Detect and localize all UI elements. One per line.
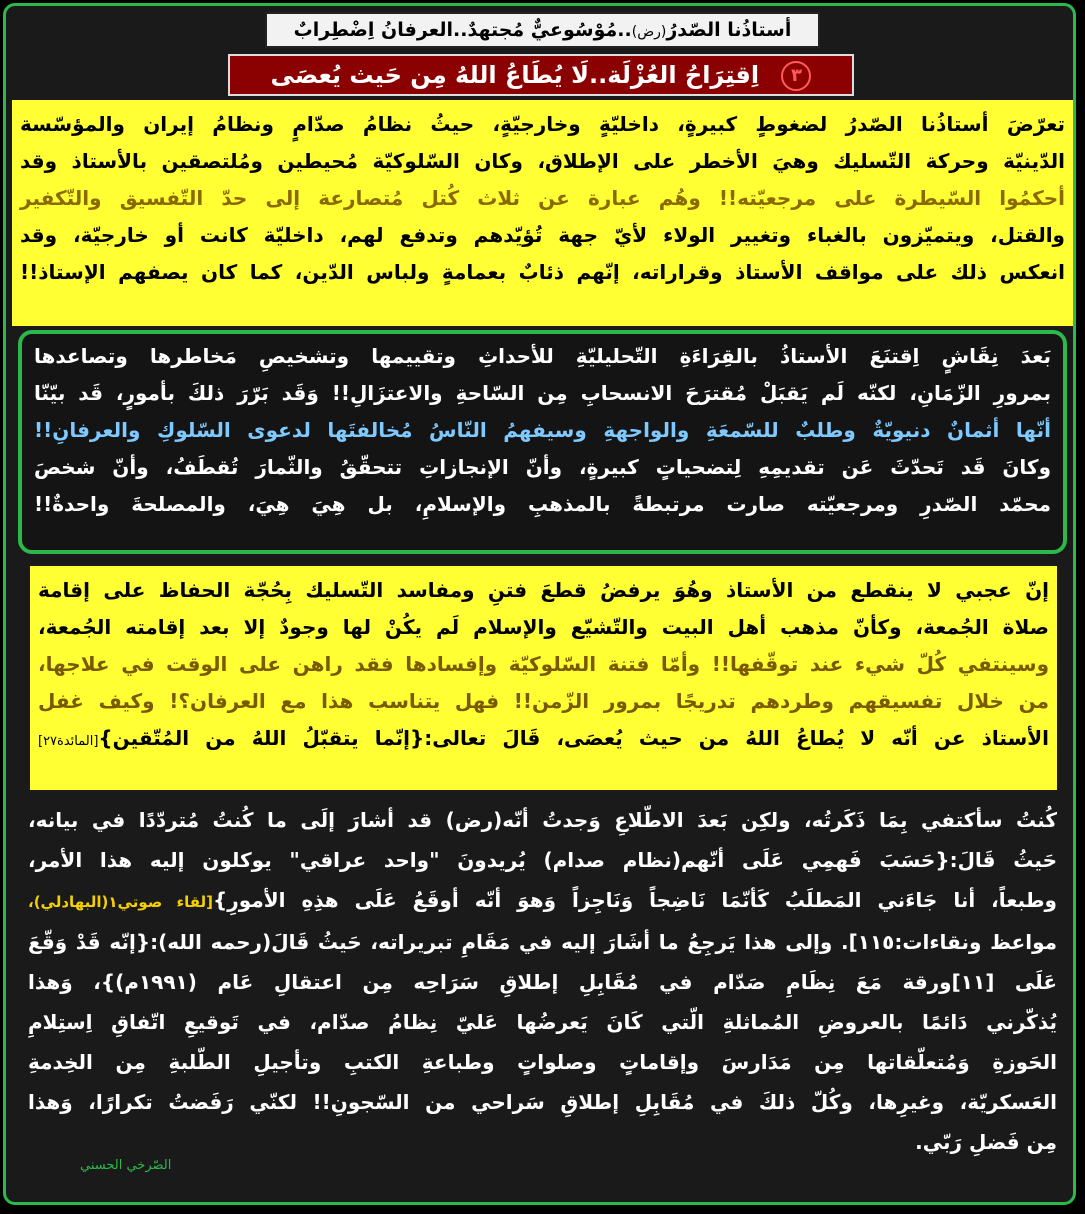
- paragraph-line: بَعدَ نِقَاشٍ اِقتنَعَ الأستاذُ بالقِرَاءَةِ التّحليليّةِ للأحداثِ وتقييمها وتشخيصِ مَخاطرها وتصاعدها: [34, 344, 1051, 368]
- paragraph-line: الدّينيّة وحركة التّسليك وهيَ الأخطر على الإطلاق، وكان السّلوكيّة مُحيطين ومُلتصقين بالأستاذ وقد: [20, 149, 1065, 173]
- paragraph-line: أنّها أثمانٌ دنيويّةٌ وطلبٌ للسّمعَةِ والواجهةِ وسيفهمُ النّاسُ مُخالفتَها لدعوى السّلوكِ والعرفانِ!!: [34, 418, 1051, 442]
- paragraph-line: والقتل، ويتميّزون بالغباء وتغيير الولاء لأيّ جهة تُؤيّدهم وتدفع لهم، داخليّة كانت أو خارجيّة، وقد: [20, 223, 1065, 247]
- paragraph-line: حَيثُ قَالَ:{حَسَبَ فَهمِي عَلَى أنّهم(نظام صدام) يُريدونَ "واحد عراقي" يوكلون إليه هذا الأمر،: [28, 848, 1057, 872]
- header-ref: (رض): [631, 24, 667, 40]
- paragraph-line: مواعظ ونقاءات:١١٥]. وإلى هذا يَرجِعُ ما أشَارَ إليه في مَقَامِ تبريراته، حَيثُ قَالَ(رحمه الله):{إنّه قَدْ وَقّعَ: [28, 930, 1057, 954]
- paragraph-line: انعكس ذلك على مواقف الأستاذ وقراراته، إنّهم ذئابٌ بعمامةٍ ولباس الدّين، كما كان يصفهم الإستاذ!!: [20, 260, 1065, 284]
- header-text-before: أستاذُنا الصّدرُ: [666, 19, 792, 41]
- paragraph-line: من خلال تفسيقهم وطردهم تدريجًا بمرور الزّمن!! فهل يتناسب هذا مع العرفان؟! وكيف غفل: [38, 689, 1049, 713]
- paragraph-line: وسينتفي كُلّ شيء عند توقّفها!! وأمّا فتنة السّلوكيّة وإفسادها فقد راهن على الوقت في علاجها،: [38, 652, 1049, 676]
- paragraph-line: عَلَى [١١]ورقة مَعَ نِظَامِ صَدّام في مُقَابِلِ إطلاقِ سَرَاحِه مِن اعتقالِ عَام (١٩٩١م)}، وَهذا: [28, 970, 1057, 994]
- paragraph-line: الحَوزةِ وَمُتعلّقاتها مِن مَدَارسَ وإقاماتٍ وصلواتٍ وطباعةِ الكتبِ وتأجيلِ الطّلبةِ مِن الخِدمةِ: [28, 1050, 1057, 1074]
- audio-reference: [لقاء صوتي١(البهادلي)،: [28, 893, 214, 911]
- paragraph-line: الأستاذ عن أنّه لا يُطاعُ اللهُ من حيث يُعصَى، قَالَ تعالى:{إنّما يتقبّلُ اللهُ من المُتّقين}[المائدة٢٧]: [38, 726, 1049, 750]
- paragraph-line: صلاة الجُمعة، وكأنّ مذهب أهل البيت والتّشيّع والإسلام لَم يكُنْ لها وجودٌ إلا بعد إقامته الجُمعة،: [38, 615, 1049, 639]
- paragraph-wonder: [30, 566, 1057, 790]
- paragraph-discussion: [18, 330, 1067, 554]
- paragraph-line: يُذكّرني دَائمًا بالعروضِ المُماثلةِ الّتي كَانَ يَعرضُها عَليّ نِظامُ صدّام، في تَوقيعِ اتّفاقِ اِستِلامِ: [28, 1010, 1057, 1034]
- section-title-text: اِقتِرَاحُ العُزْلَة..لَا يُطَاعُ اللهُ مِن حَيث يُعصَى: [270, 61, 760, 89]
- paragraph-last-line: مِن فَضلِ رَبّي.: [915, 1130, 1057, 1154]
- header-text-after: ..مُوْسُوعيٌّ مُجتهدٌ..العرفانُ اِضْطِرابٌ: [293, 19, 632, 41]
- header-bar: [265, 12, 820, 48]
- signature: الصّرخي الحسني: [80, 1158, 172, 1173]
- paragraph-line: وكانَ قَد تَحدّثَ عَن تقديمِهِ لِتضحياتٍ كبيرةٍ، وأنّ الإنجازاتِ تتحقّقُ والثّمارَ تُقطَفُ، وأنّ شخصَ: [34, 455, 1051, 479]
- paragraph-line: إنّ عجبي لا ينقطع من الأستاذ وهُوَ يرفضُ قطعَ فتنِ ومفاسد التّسليك بِحُجّة الحفاظ على إقامة: [38, 578, 1049, 602]
- paragraph-line: وطبعاً، أنا جَاءَني المَطلَبُ كَأنّمَا نَاضِجاً وَنَاجِزاً وَهوَ أنّه أوقَعُ عَلَى هذِهِ الأمورِ}[لقاء صوتي١(البهادلي)،: [28, 888, 1057, 912]
- paragraph-pressures: [12, 100, 1073, 326]
- paragraph-quotes: [14, 796, 1071, 1196]
- paragraph-line: بمرورِ الزّمَانِ، لكنّه لَم يَقبَلْ مُقترَحَ الانسحابِ مِن السّاحةِ والاعتزَالِ!! وَقَد بَرّرَ ذلكَ بأمورٍ، قَد بيّنّا: [34, 381, 1051, 405]
- paragraph-line: العَسكريّة، وغيرِها، وكُلّ ذلكَ في مُقَابِلِ إطلاقِ سَراحي من السّجونِ!! لكنّي رَفَضتُ تكرارًا، وَهذا: [28, 1090, 1057, 1114]
- quran-citation: [المائدة٢٧]: [38, 734, 99, 749]
- paragraph-line: أحكمُوا السّيطرة على مرجعيّته!! وهُم عبارة عن ثلاث كُتل مُتصارعة إلى حدّ التّفسيق والتّكفير: [20, 186, 1065, 210]
- paragraph-line: محمّد الصّدرِ ومرجعيّته صارت مرتبطةً بالمذهبِ والإسلامِ، بل هِيَ هِيَ، والمصلحةَ واحدةٌ!!: [34, 492, 1051, 516]
- paragraph-line: تعرّضَ أستاذُنا الصّدرُ لضغوطٍ كبيرةٍ، داخليّةٍ وخارجيّةٍ، حيثُ نظامُ صدّامٍ ونظامُ إيران والمؤسّسة: [20, 112, 1065, 136]
- paragraph-line: كُنتُ سأكتفي بِمَا ذَكَرتُه، ولكِن بَعدَ الاطّلاعِ وَجدتُ أنّه(رض) قد أشارَ إلَى ما كُنتُ مُتردّدًا في بيانه،: [28, 808, 1057, 832]
- section-number-badge: ٣: [781, 61, 811, 91]
- section-title: [228, 54, 854, 96]
